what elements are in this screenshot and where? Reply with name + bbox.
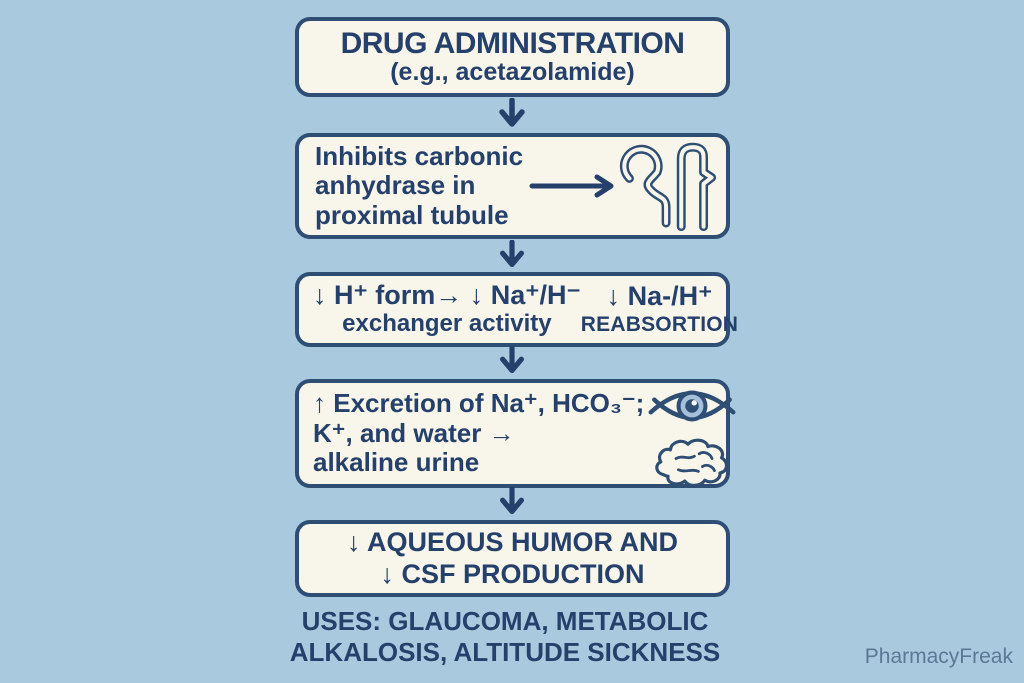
box4-text xyxy=(313,389,644,479)
box3-right-line1: ↓ Na-/H⁺ xyxy=(606,281,713,312)
box3-left-line2: exchanger activity xyxy=(342,310,552,338)
right-arrow-icon xyxy=(529,174,617,198)
box3-left xyxy=(313,281,581,337)
box4-line2: K⁺, and water → xyxy=(313,417,515,448)
nephron-icon xyxy=(617,139,733,233)
uses-line2: ALKALOSIS, ALTITUDE SICKNESS xyxy=(289,637,721,668)
box2-text xyxy=(315,142,523,229)
eye-icon xyxy=(644,380,740,432)
uses-line1: USES: GLAUCOMA, METABOLIC xyxy=(301,606,709,636)
box5-line1: ↓ AQUEOUS HUMOR AND xyxy=(346,527,678,558)
box2-line2: anhydrase in xyxy=(315,170,476,201)
down-arrow-icon xyxy=(499,487,525,519)
down-arrow-icon xyxy=(499,98,525,132)
flow-box-aqueous-humor-csf xyxy=(295,520,730,597)
box4-line3: alkaline urine xyxy=(313,447,480,478)
flow-box-exchanger-activity xyxy=(295,272,739,347)
watermark: PharmacyFreak xyxy=(864,645,1013,668)
brain-icon xyxy=(652,434,732,488)
box1-subtitle: (e.g., acetazolamide) xyxy=(390,58,635,86)
flow-box-excretion xyxy=(295,379,730,488)
box4-line1: ↑ Excretion of Na⁺, HCO₃⁻; xyxy=(313,387,645,418)
box2-line1: Inhibits carbonic xyxy=(315,141,524,172)
box3-left-line1: ↓ H⁺ form→ ↓ Na⁺/H⁻ xyxy=(313,280,581,311)
box2-line3: proximal tubule xyxy=(315,199,509,230)
box1-title: DRUG ADMINISTRATION xyxy=(340,26,685,60)
down-arrow-icon xyxy=(499,346,525,378)
flow-box-drug-administration xyxy=(295,17,730,97)
box3-right-line2: REABSORTION xyxy=(580,312,739,336)
uses-text xyxy=(0,606,1010,668)
flow-box-inhibits-carbonic-anhydrase xyxy=(295,133,730,239)
box4-icons xyxy=(644,380,740,488)
box5-line2: ↓ CSF PRODUCTION xyxy=(380,558,645,589)
box3-right xyxy=(581,282,738,337)
down-arrow-icon xyxy=(499,240,525,272)
